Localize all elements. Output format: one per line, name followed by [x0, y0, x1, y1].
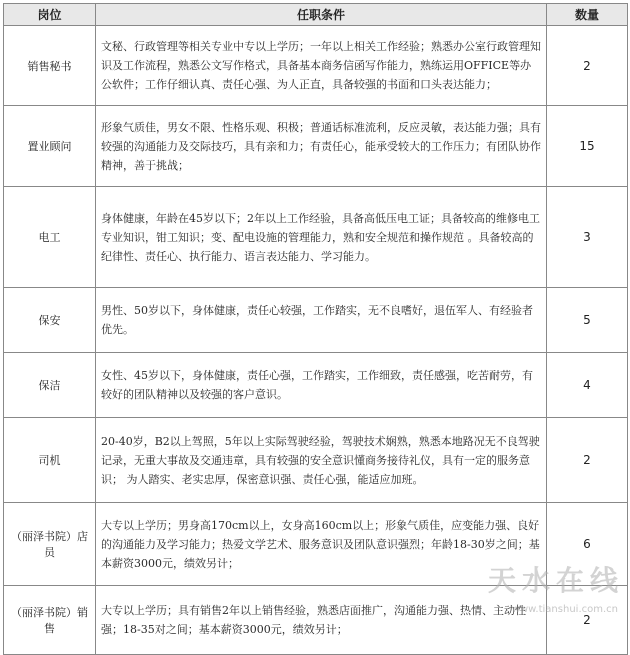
position-cell: （丽泽书院）销售 — [4, 586, 96, 655]
recruitment-table — [3, 3, 628, 655]
position-cell: 置业顾问 — [4, 106, 96, 187]
position-cell: 保安 — [4, 288, 96, 353]
quantity-cell: 5 — [547, 288, 628, 353]
requirements-cell: 女性、45岁以下，身体健康，责任心强，工作踏实，工作细致，责任感强，吃苦耐劳，有较好的团队精神以及较强的客户意识。 — [96, 353, 547, 418]
position-cell: 保洁 — [4, 353, 96, 418]
requirements-cell: 形象气质佳，男女不限、性格乐观、积极；普通话标准流利，反应灵敏，表达能力强；具有较强的沟通能力及交际技巧，具有亲和力；有责任心，能承受较大的工作压力；有团队协作精神，善于挑战； — [96, 106, 547, 187]
table-header-row — [4, 4, 628, 26]
header-position: 岗位 — [4, 4, 96, 26]
header-quantity: 数量 — [547, 4, 628, 26]
watermark-text: 天水在线 — [487, 564, 624, 597]
header-requirements: 任职条件 — [96, 4, 547, 26]
quantity-cell: 2 — [547, 586, 628, 655]
table-row — [4, 106, 628, 187]
table-row — [4, 26, 628, 106]
position-cell: 司机 — [4, 418, 96, 503]
requirements-cell: 身体健康，年龄在45岁以下；2年以上工作经验，具备高低压电工证；具备较高的维修电工专业知识，钳工知识；变、配电设施的管理能力，熟和安全规范和操作规范 。具备较高的纪律性、责任心、执行能力、语言表达能力、学习能力。 — [96, 187, 547, 288]
table-row — [4, 353, 628, 418]
requirements-cell: 大专以上学历；男身高170cm以上，女身高160cm以上；形象气质佳，应变能力强、良好的沟通能力及学习能力；热爱文学艺术、服务意识及团队意识强烈；年龄18-30岁之间；基本薪资3000元，绩效另计； — [96, 503, 547, 586]
quantity-cell: 15 — [547, 106, 628, 187]
requirements-cell: 大专以上学历；具有销售2年以上销售经验，熟悉店面推广，沟通能力强、热情、主动性强；18-35对之间；基本薪资3000元，绩效另计； — [96, 586, 547, 655]
table-row — [4, 187, 628, 288]
table-row — [4, 586, 628, 655]
quantity-cell: 2 — [547, 26, 628, 106]
requirements-cell: 20-40岁，B2以上驾照，5年以上实际驾驶经验，驾驶技术娴熟，熟悉本地路况无不良驾驶记录，无重大事故及交通违章，具有较强的安全意识懂商务接待礼仪，具有一定的服务意识； 为人踏实、老实忠厚，保密意识强、责任心强，能适应加班。 — [96, 418, 547, 503]
position-cell: （丽泽书院）店员 — [4, 503, 96, 586]
position-cell: 电工 — [4, 187, 96, 288]
requirements-cell: 男性、50岁以下，身体健康，责任心较强，工作踏实，无不良嗜好，退伍军人、有经验者优先。 — [96, 288, 547, 353]
table-row — [4, 418, 628, 503]
position-cell: 销售秘书 — [4, 26, 96, 106]
quantity-cell: 4 — [547, 353, 628, 418]
table-row — [4, 288, 628, 353]
quantity-cell: 2 — [547, 418, 628, 503]
quantity-cell: 6 — [547, 503, 628, 586]
quantity-cell: 3 — [547, 187, 628, 288]
requirements-cell: 文秘、行政管理等相关专业中专以上学历；一年以上相关工作经验；熟悉办公室行政管理知识及工作流程，熟悉公文写作格式，具备基本商务信函写作能力，熟练运用OFFICE等办公软件；工作仔细认真、责任心强、为人正直，具备较强的书面和口头表达能力； — [96, 26, 547, 106]
table-row — [4, 503, 628, 586]
watermark-url: www.tianshui.com.cn — [511, 604, 618, 615]
